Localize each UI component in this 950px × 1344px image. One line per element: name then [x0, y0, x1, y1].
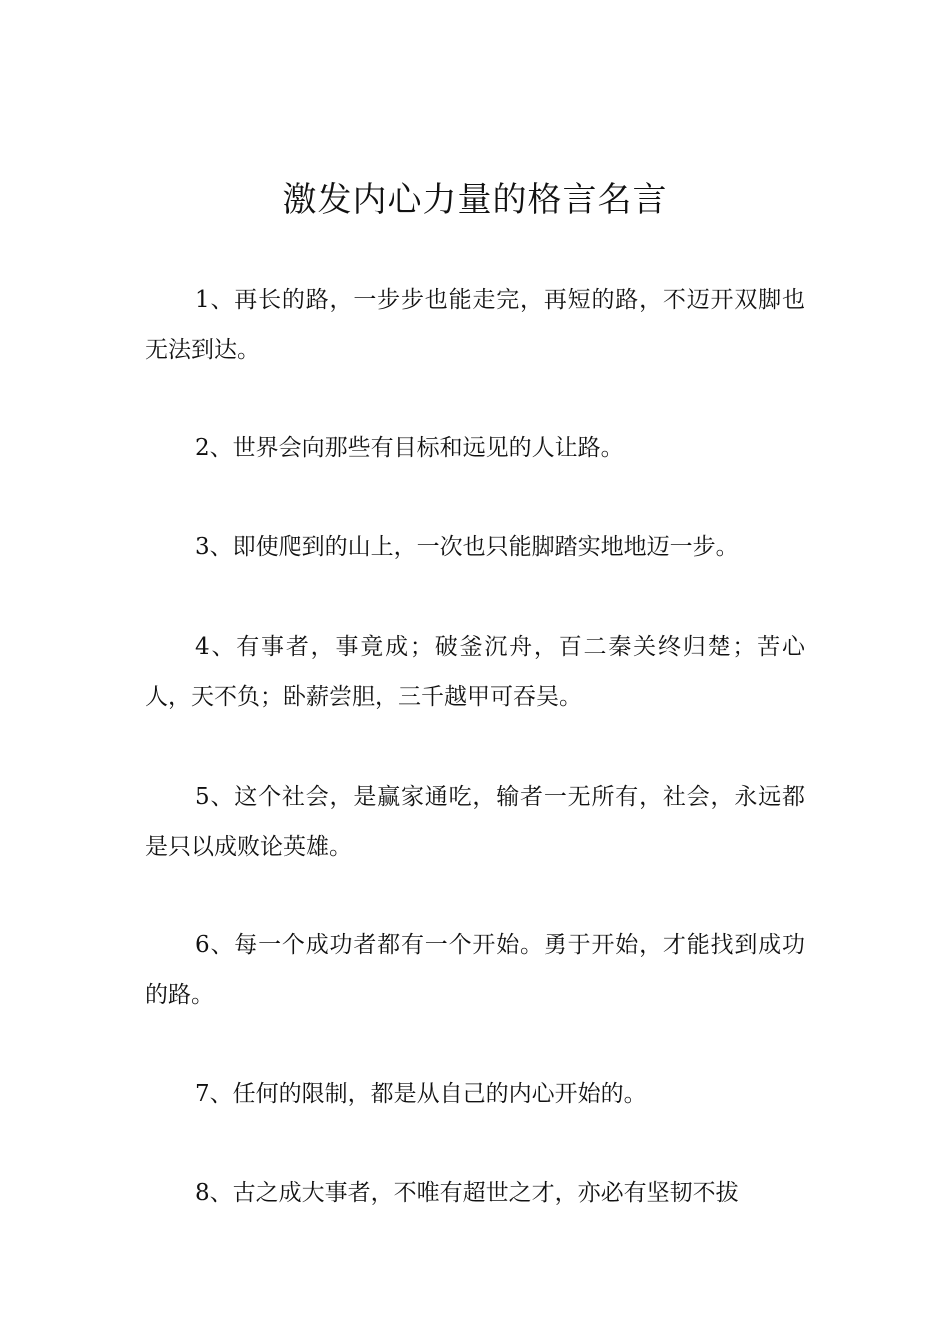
quote-item-6: 6、每一个成功者都有一个开始。勇于开始，才能找到成功的路。: [145, 932, 805, 1008]
quote-item-1: 1、再长的路，一步步也能走完，再短的路，不迈开双脚也无法到达。: [145, 287, 805, 363]
quote-item-3: 3、即使爬到的山上，一次也只能脚踏实地地迈一步。: [195, 534, 739, 560]
quote-item-8: 8、古之成大事者，不唯有超世之才，亦必有坚韧不拔: [195, 1180, 739, 1206]
quote-item-2: 2、世界会向那些有目标和远见的人让路。: [195, 435, 624, 461]
quote-item-5: 5、这个社会，是赢家通吃，输者一无所有，社会，永远都是只以成败论英雄。: [145, 784, 805, 860]
quote-item-4: 4、有事者，事竟成；破釜沉舟，百二秦关终归楚；苦心人，天不负；卧薪尝胆，三千越甲可吞吴。: [145, 634, 805, 710]
quote-item-7: 7、任何的限制，都是从自己的内心开始的。: [195, 1081, 647, 1107]
page-title: 激发内心力量的格言名言: [282, 180, 668, 220]
